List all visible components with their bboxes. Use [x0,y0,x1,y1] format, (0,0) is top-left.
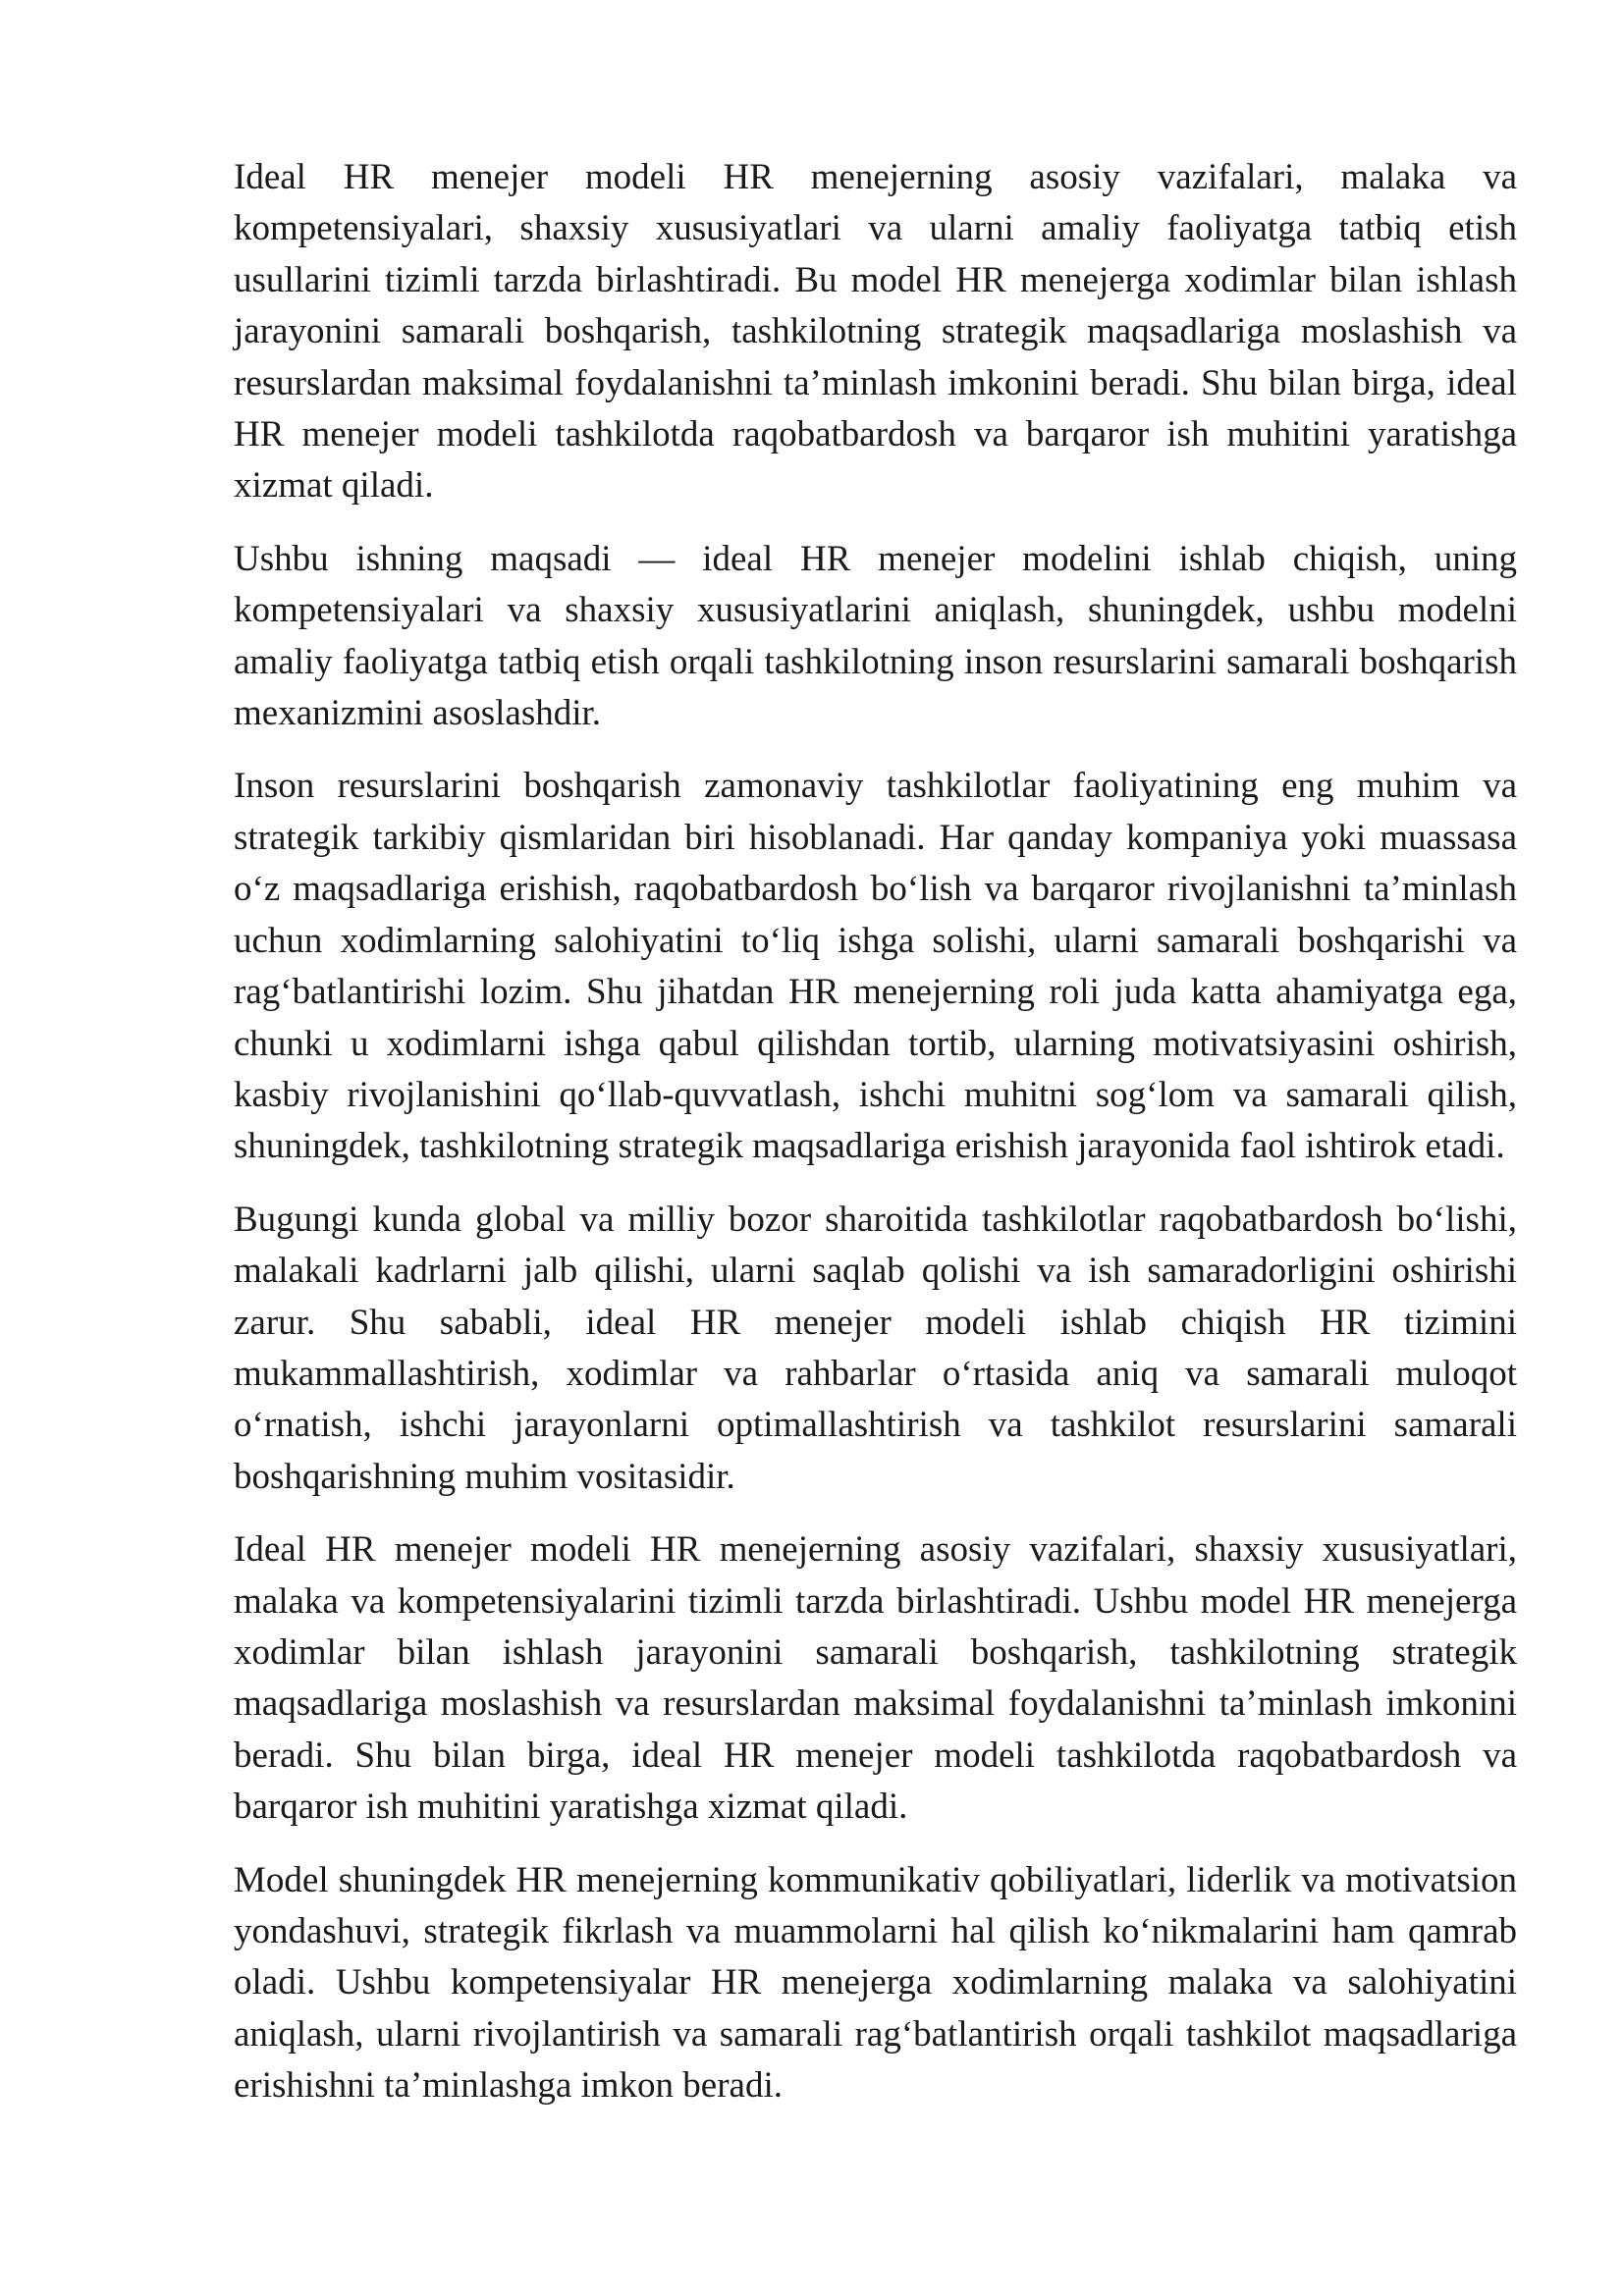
paragraph-3: Inson resurslarini boshqarish zamonaviy tashkilotlar faoliyatining eng muhim va strategik tarkibiy qismlaridan biri hisoblanadi. Har qanday kompaniya yoki muassasa o‘z maqsadlariga erishish, raqobatbardosh bo‘lish va barqaror rivojlanishni ta’minlash uchun xodimlarning salohiyatini to‘liq ishga solishi, ularni samarali boshqarishi va rag‘batlantirishi lozim. Shu jihatdan HR menejerning roli juda katta ahamiyatga ega, chunki u xodimlarni ishga qabul qilishdan tortib, ularning motivatsiyasini oshirish, kasbiy rivojlanishini qo‘llab-quvvatlash, ishchi muhitni sog‘lom va samarali qilish, shuningdek, tashkilotning strategik maqsadlariga erishish jarayonida faol ishtirok etadi. [234,766,1517,1167]
paragraph-4: Bugungi kunda global va milliy bozor sharoitida tashkilotlar raqobatbardosh bo‘lishi, malakali kadrlarni jalb qilishi, ularni saqlab qolishi va ish samaradorligini oshirishi zarur. Shu sababli, ideal HR menejer modeli ishlab chiqish HR tizimini mukammallashtirish, xodimlar va rahbarlar o‘rtasida aniq va samarali muloqot o‘rnatish, ishchi jarayonlarni optimallashtirish va tashkilot resurslarini samarali boshqarishning muhim vositasidir. [234,1199,1517,1497]
paragraph-1: Ideal HR menejer modeli HR menejerning asosiy vazifalari, malaka va kompetensiyalari, shaxsiy xususiyatlari va ularni amaliy faoliyatga tatbiq etish usullarini tizimli tarzda birlashtiradi. Bu model HR menejerga xodimlar bilan ishlash jarayonini samarali boshqarish, tashkilotning strategik maqsadlariga moslashish va resurslardan maksimal foydalanishni ta’minlash imkonini beradi. Shu bilan birga, ideal HR menejer modeli tashkilotda raqobatbardosh va barqaror ish muhitini yaratishga xizmat qiladi. [234,157,1517,507]
body-text [234,152,1517,2112]
paragraph-6: Model shuningdek HR menejerning kommunikativ qobiliyatlari, liderlik va motivatsion yondashuvi, strategik fikrlash va muammolarni hal qilish ko‘nikmalarini ham qamrab oladi. Ushbu kompetensiyalar HR menejerga xodimlarning malaka va salohiyatini aniqlash, ularni rivojlantirish va samarali rag‘batlantirish orqali tashkilot maqsadlariga erishishni ta’minlashga imkon beradi. [234,1859,1517,2107]
paragraph-2: Ushbu ishning maqsadi — ideal HR menejer modelini ishlab chiqish, uning kompetensiyalari va shaxsiy xususiyatlarini aniqlash, shuningdek, ushbu modelni amaliy faoliyatga tatbiq etish orqali tashkilotning inson resurslarini samarali boshqarish mexanizmini asoslashdir. [234,538,1517,734]
paragraph-5: Ideal HR menejer modeli HR menejerning asosiy vazifalari, shaxsiy xususiyatlari, malaka va kompetensiyalarini tizimli tarzda birlashtiradi. Ushbu model HR menejerga xodimlar bilan ishlash jarayonini samarali boshqarish, tashkilotning strategik maqsadlariga moslashish va resurslardan maksimal foydalanishni ta’minlash imkonini beradi. Shu bilan birga, ideal HR menejer modeli tashkilotda raqobatbardosh va barqaror ish muhitini yaratishga xizmat qiladi. [234,1529,1517,1828]
